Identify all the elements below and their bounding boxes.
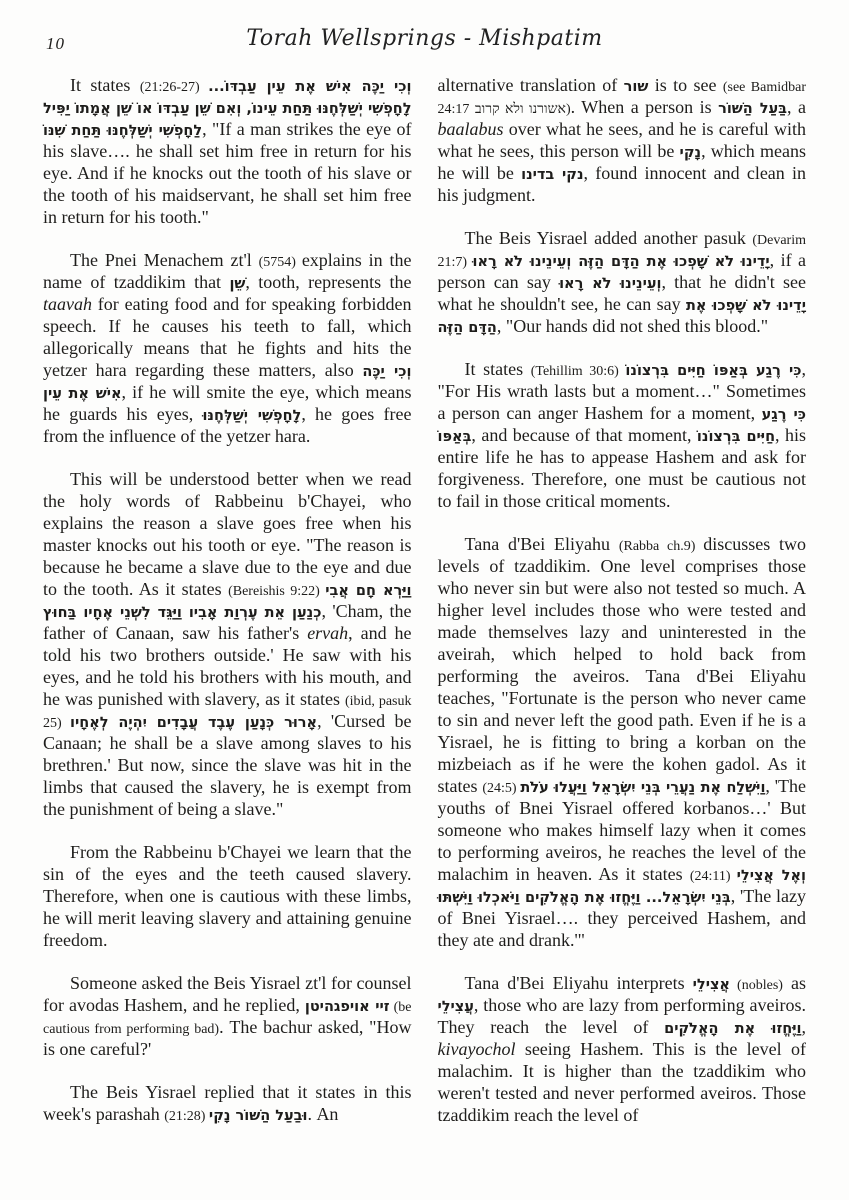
body-text: seeing Hashem. This is the level of malachim. It is higher than the tzaddikim who weren't tested and never performed aveiros. Those tzaddikim reach the level of: [437, 1039, 806, 1125]
paragraph: [438, 227, 807, 337]
body-text: , he goes free from the influence of the yetzer hara.: [43, 404, 412, 446]
hebrew-phrase: עֲצִילֵי: [437, 999, 474, 1015]
body-text: explains in the name of tzaddikim that: [43, 250, 412, 292]
hebrew-phrase: יָדֵינוּ לֹא שָׁפְכוּ אֶת הַדָּם הַזֶּה: [437, 298, 806, 336]
body-text: , 'The lazy of Bnei Yisrael…. they perceived Hashem, and they ate and drank.'": [437, 886, 806, 950]
body-text: The Beis Yisrael replied that it states in this week's parashah: [43, 1082, 412, 1124]
body-text: , and he told his two brothers outside.' He saw with his eyes, and he told his brothers with his mouth, and he was punished with slavery, as it states: [43, 623, 412, 709]
page-title: Torah Wellsprings - Mishpatim: [246, 26, 603, 51]
source-reference: (be cautious from performing bad): [43, 1000, 412, 1037]
hebrew-phrase: וְאֶל אֲצִילֵי בְּנֵי יִשְׂרָאֵל... וַיֶּחֱזוּ אֶת הָאֱלֹקִים וַיֹּאכְלוּ וַיִּשְׁתּוּ: [437, 868, 806, 906]
hebrew-phrase: אָרוּר כְּנָעַן עֶבֶד עֲבָדִים יִהְיֶה לְאֶחָיו: [69, 715, 318, 731]
hebrew-phrase: וַיִּשְׁלַח אֶת נַעֲרֵי בְּנֵי יִשְׂרָאֵל וַיַּעֲלוּ עֹלֹת: [520, 780, 766, 796]
two-column-body: [43, 74, 806, 1147]
paragraph: [43, 468, 412, 820]
source-reference: (ibid, pasuk 25): [43, 694, 412, 731]
hebrew-phrase: וְכִי יַכֶּה אִישׁ אֶת עֵין עַבְדּוֹ... לָחָפְשִׁי יְשַׁלְּחֶנּוּ תַּחַת עֵינוֹ, וְאִם שֵׁן עַבְדּוֹ אוֹ שֵׁן אֲמָתוֹ יַפִּיל לַחָפְשִׁי יְשַׁלְּחֶנּוּ תַּחַת שִׁנּוֹ: [43, 79, 412, 139]
body-text: ,: [801, 1017, 806, 1037]
body-text: The Pnei Menachem zt'l: [70, 250, 259, 270]
source-reference: (24:5): [482, 781, 521, 796]
hebrew-phrase: שֵׁן: [229, 276, 246, 292]
source-reference: (nobles): [730, 978, 783, 993]
body-text: , his entire life he has to appease Hashem and ask for forgiveness. Therefore, one must be cautious not to fail in those critical moments.: [437, 425, 806, 511]
body-text: . The bachur asked, "How is one careful?': [43, 1017, 412, 1059]
body-text: From the Rabbeinu b'Chayei we learn that the sin of the eyes and the teeth caused slavery. Therefore, when one is cautious with these limbs, he will merit leaving slavery and attaining genuine freedom.: [43, 842, 412, 950]
italic-term: ervah: [307, 623, 349, 643]
italic-term: kivayochol: [437, 1039, 516, 1059]
hebrew-phrase: אֲצִילֵי: [692, 977, 730, 993]
hebrew-phrase: בַּעַל הַשּׁוֹר: [718, 101, 788, 117]
source-reference: (Devarim 21:7): [437, 233, 806, 270]
body-text: , a: [787, 97, 806, 117]
source-reference: (Tehillim 30:6): [530, 364, 626, 379]
body-text: . An: [307, 1104, 339, 1124]
hebrew-phrase: כִּי רֶגַע בְּאַפּוֹ: [437, 407, 806, 445]
body-text: is to see: [648, 75, 723, 95]
body-text: This will be understood better when we read the holy words of Rabbeinu b'Chayei, who explains the reason a slave goes free when his master knocks out his tooth or eye. "The reason is because he became a slave due to the eye and due to the tooth. As it states: [43, 469, 412, 599]
body-text: , "If a man strikes the eye of his slave…. he shall set him free in return for his eye. And if he knocks out the tooth of his slave or the tooth of his maidservant, he shall set him free in return for his tooth.": [43, 119, 412, 227]
left-column: [43, 74, 412, 1147]
body-text: , if a person can say: [437, 250, 807, 292]
page-header: [43, 26, 806, 62]
body-text: , tooth, represents the: [245, 272, 412, 292]
body-text: The Beis Yisrael added another pasuk: [464, 228, 753, 248]
italic-term: baalabus: [437, 119, 504, 139]
body-text: alternative translation of: [437, 75, 624, 95]
paragraph: [438, 972, 807, 1126]
hebrew-phrase: וְעֵינֵינוּ לֹא רָאוּ: [559, 276, 662, 292]
body-text: , "For His wrath lasts but a moment…" Sometimes a person can anger Hashem for a moment,: [437, 359, 806, 423]
body-text: , 'Cursed be Canaan; he shall be a slave among slaves to his brethren.' But now, since the slave was hit in the limbs that caused the slavery, he is exempt from the punishment of being a slave.": [43, 711, 412, 819]
source-reference: (see Bamidbar 24:17 אשורנו ולא קרוב): [437, 80, 806, 117]
body-text: . When a person is: [570, 97, 719, 117]
body-text: Someone asked the Beis Yisrael zt'l for counsel for avodas Hashem, and he replied,: [43, 973, 412, 1015]
body-text: , if he will smite the eye, which means he guards his eyes,: [43, 382, 412, 424]
source-reference: (Rabba ch.9): [618, 539, 704, 554]
paragraph: [43, 1081, 412, 1125]
page-number: 10: [46, 34, 65, 53]
body-text: , those who are lazy from performing aveiros. They reach the level of: [437, 995, 806, 1037]
hebrew-phrase: לָחָפְשִׁי יְשַׁלְּחֶנּוּ: [202, 408, 302, 424]
body-text: as: [782, 973, 806, 993]
hebrew-phrase: וּבַעַל הַשּׁוֹר נָקִי: [208, 1108, 308, 1124]
paragraph: [438, 358, 807, 512]
body-text: , which means he will be: [437, 141, 807, 183]
body-text: Tana d'Bei Eliyahu: [464, 534, 619, 554]
body-text: , 'The youths of Bnei Yisrael offered korbanos…' But someone who makes himself lazy when it comes to performing aveiros, he reaches the level of the malachim in heaven. As it states: [437, 776, 806, 884]
paragraph: [43, 249, 412, 447]
body-text: , and because of that moment,: [471, 425, 697, 445]
hebrew-phrase: וְכִי יַכֶּה אִישׁ אֶת עֵין: [43, 364, 412, 402]
source-reference: (Bereishis 9:22): [228, 584, 326, 599]
body-text: Tana d'Bei Eliyahu interprets: [464, 973, 693, 993]
source-reference: (21:26-27): [139, 80, 209, 95]
hebrew-phrase: נקי בדינו: [521, 167, 584, 183]
hebrew-phrase: זיי אויפגהיטן: [304, 999, 390, 1015]
body-text: , "Our hands did not shed this blood.": [496, 316, 769, 336]
hebrew-phrase: וַיֶּחֱזוּ אֶת הָאֱלֹקִים: [664, 1021, 802, 1037]
paragraph: [438, 74, 807, 206]
body-text: for eating food and for speaking forbidden speech. If he causes his teeth to fall, which allegorically means that he fights and hits the yetzer hara regarding these matters, also: [43, 294, 412, 380]
body-text: , 'Cham, the father of Canaan, saw his father's: [43, 601, 412, 643]
paragraph: [43, 841, 412, 951]
body-text: It states: [70, 75, 140, 95]
italic-term: taavah: [43, 294, 92, 314]
body-text: It states: [464, 359, 531, 379]
paragraph: [438, 533, 807, 951]
paragraph: [43, 972, 412, 1060]
source-reference: (5754): [258, 255, 302, 270]
body-text: , that he didn't see what he shouldn't see, he can say: [437, 272, 806, 314]
hebrew-phrase: יָדֵינוּ לֹא שָׁפְכוּ אֶת הַדָּם הַזֶּה וְעֵינֵינוּ לֹא רָאוּ: [472, 254, 770, 270]
source-reference: (24:11): [689, 869, 737, 884]
hebrew-phrase: כִּי רֶגַע בְּאַפּוֹ חַיִּים בִּרְצוֹנוֹ: [625, 363, 802, 379]
body-text: discusses two levels of tzaddikim. One level comprises those who never sin but were also not tested so much. A higher level includes those who were tested and made themselves lazy and uninterested in the aveirah, which helped to hold back from performing the aveiros. Tana d'Bei Eliyahu teaches, "Fortunate is the person who never came to sin and never left the good path. Even if he is a Yisrael, he is fitting to bring a korban on the mizbeiach as if he were the kohen gadol. As it states: [437, 534, 806, 796]
right-column: [438, 74, 807, 1147]
hebrew-phrase: שור: [623, 79, 649, 95]
hebrew-phrase: וַיַּרְא חָם אֲבִי כְנַעַן אֵת עֶרְוַת אָבִיו וַיַּגֵּד לִשְׁנֵי אֶחָיו בַּחוּץ: [43, 583, 412, 621]
source-reference: (21:28): [164, 1109, 209, 1124]
body-text: over what he sees, and he is careful with what he sees, this person will be: [437, 119, 806, 161]
hebrew-phrase: חַיִּים בִּרְצוֹנוֹ: [696, 429, 776, 445]
paragraph: [43, 74, 412, 228]
body-text: , found innocent and clean in his judgment.: [437, 163, 806, 205]
hebrew-phrase: נָקִי: [679, 145, 702, 161]
